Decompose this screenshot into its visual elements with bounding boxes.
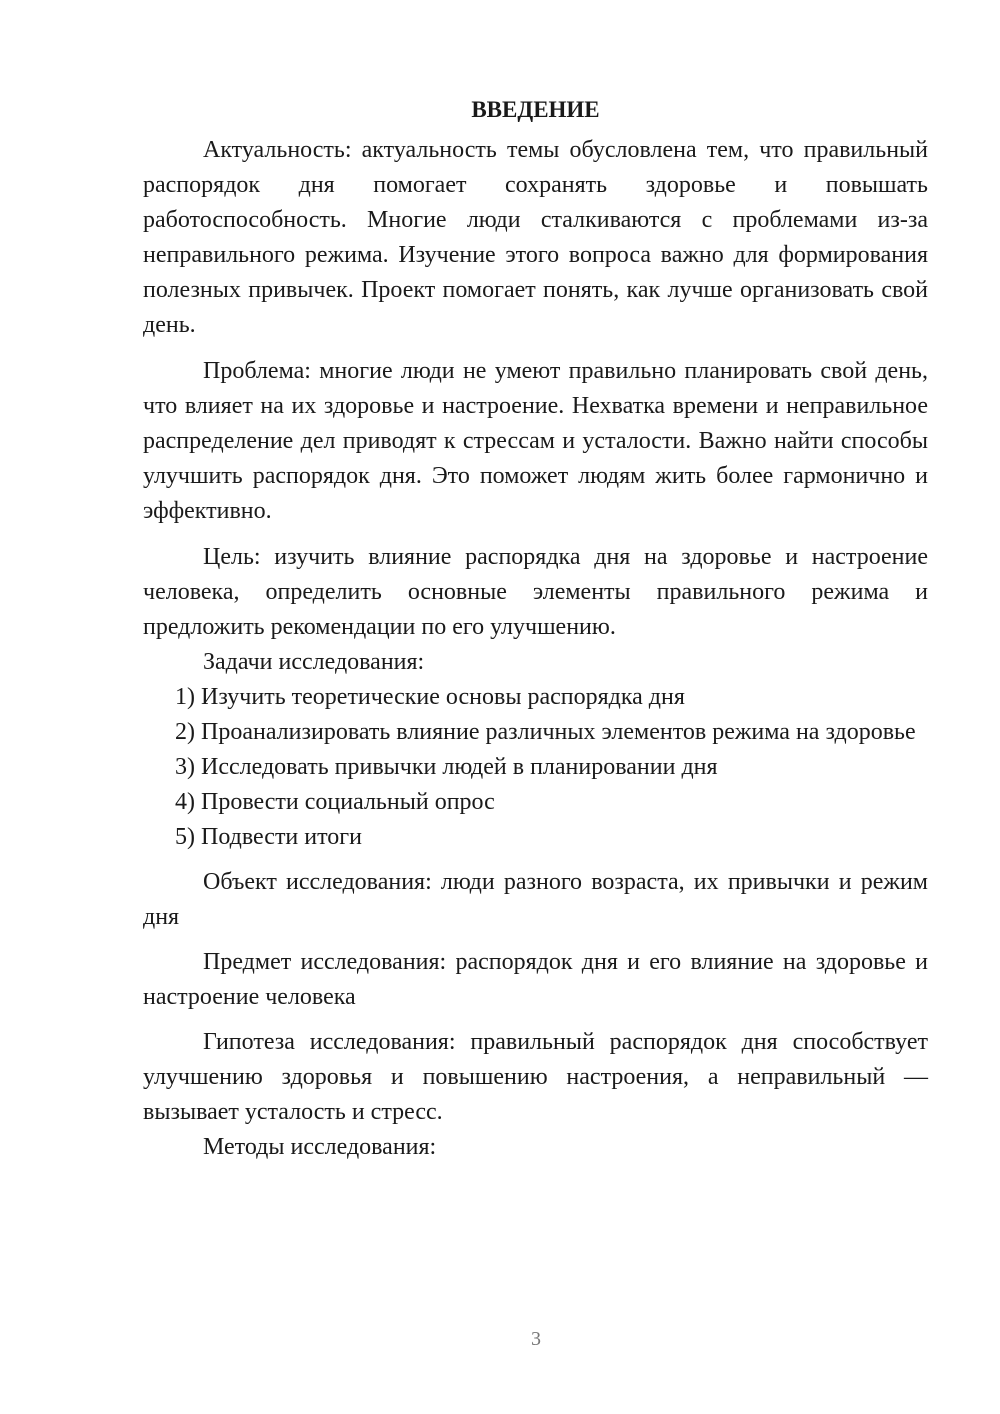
task-item-5: 5) Подвести итоги xyxy=(175,824,362,850)
task-item-1: 1) Изучить теоретические основы распорядка дня xyxy=(175,684,685,710)
paragraph-problem: Проблема: многие люди не умеют правильно планировать свой день, что влияет на их здоровье и настроение. Нехватка времени и неправильное распределение дел приводят к стрессам и усталости. Важно найти способы улучшить распорядок дня. Это поможет людям жить более гармонично и эффективно. xyxy=(143,358,928,524)
paragraph-hypothesis: Гипотеза исследования: правильный распорядок дня способствует улучшению здоровья и повышению настроения, а неправильный — вызывает усталость и стресс. xyxy=(143,1029,928,1125)
page-number: 3 xyxy=(531,1328,541,1350)
task-item-4: 4) Провести социальный опрос xyxy=(175,789,495,815)
page-content xyxy=(143,92,928,1165)
task-item-3: 3) Исследовать привычки людей в планировании дня xyxy=(175,754,718,780)
paragraph-object: Объект исследования: люди разного возраста, их привычки и режим дня xyxy=(143,869,928,930)
methods-heading: Методы исследования: xyxy=(203,1134,437,1160)
section-title: ВВЕДЕНИЕ xyxy=(471,97,600,122)
paragraph-subject: Предмет исследования: распорядок дня и его влияние на здоровье и настроение человека xyxy=(143,949,928,1010)
paragraph-goal: Цель: изучить влияние распорядка дня на здоровье и настроение человека, определить основные элементы правильного режима и предложить рекомендации по его улучшению. xyxy=(143,544,928,640)
tasks-heading: Задачи исследования: xyxy=(203,649,425,675)
paragraph-relevance: Актуальность: актуальность темы обусловлена тем, что правильный распорядок дня помогает сохранять здоровье и повышать работоспособность. Многие люди сталкиваются с проблемами из-за неправильного режима. Изучение этого вопроса важно для формирования полезных привычек. Проект помогает понять, как лучше организовать свой день. xyxy=(143,137,928,338)
task-item-2: 2) Проанализировать влияние различных элементов режима на здоровье xyxy=(175,719,916,745)
